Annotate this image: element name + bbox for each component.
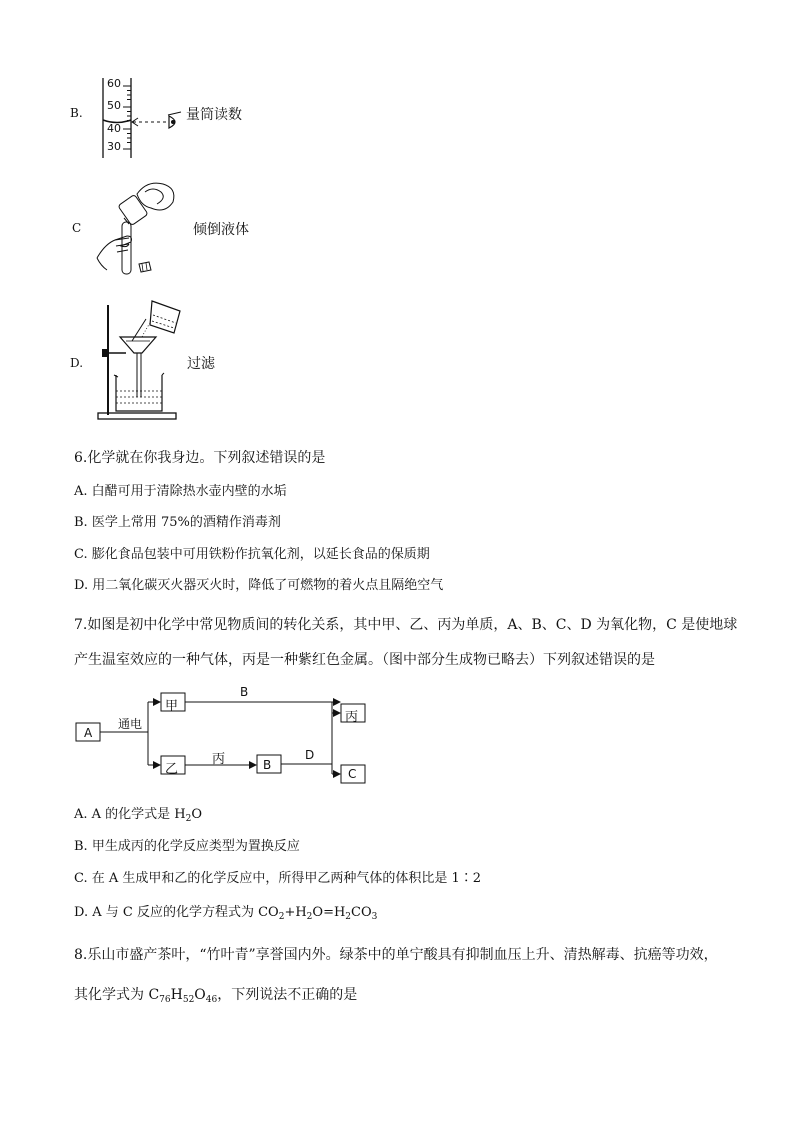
- option-c-caption: 倾倒液体: [193, 222, 249, 238]
- q7-stem-line2: 产生温室效应的一种气体，丙是一种紫红色金属。（图中部分生成物已略去）下列叙述错误的是: [74, 652, 655, 668]
- diagram-box-bing: 丙: [345, 710, 359, 725]
- diagram-label-d: D: [305, 748, 315, 762]
- diagram-box-b: B: [263, 758, 272, 772]
- filtration-illustration: [96, 297, 191, 422]
- diagram-label-tongdian: 通电: [118, 717, 143, 731]
- conversion-diagram: [70, 680, 390, 790]
- q6-option-c: C. 膨化食品包装中可用铁粉作抗氧化剂，以延长食品的保质期: [74, 547, 430, 562]
- tick-label-60: 60: [107, 77, 121, 90]
- q6-option-a: A. 白醋可用于清除热水壶内壁的水垢: [74, 484, 287, 499]
- option-c-letter: C: [72, 221, 82, 235]
- q7-option-d: D. A 与 C 反应的化学方程式为 $CO_2+H_2O=H_2CO_3$: [74, 905, 378, 922]
- q7-stem-line1: 7.如图是初中化学中常见物质间的转化关系，其中甲、乙、丙为单质，A、B、C、D 为氧化物，C 是使地球: [74, 617, 738, 633]
- tick-label-50: 50: [107, 99, 121, 112]
- diagram-box-c: C: [348, 767, 357, 781]
- diagram-label-bing: 丙: [212, 752, 226, 767]
- q7-option-c: C. 在 A 生成甲和乙的化学反应中，所得甲乙两种气体的体积比是 1∶2: [74, 871, 482, 886]
- option-d-letter: D.: [70, 356, 84, 370]
- q8-stem-line2: 其化学式为 $C_{76}H_{52}O_{46}$，下列说法不正确的是: [74, 987, 358, 1005]
- q6-option-b: B. 医学上常用 75%的酒精作消毒剂: [74, 515, 281, 530]
- option-b-caption: 量筒读数: [186, 107, 242, 123]
- pouring-liquid-illustration: [95, 178, 185, 276]
- tick-label-30: 30: [107, 140, 121, 153]
- q6-option-d: D. 用二氧化碳灭火器灭火时，降低了可燃物的着火点且隔绝空气: [74, 578, 444, 593]
- diagram-box-a: A: [84, 726, 93, 740]
- diagram-label-b: B: [240, 685, 249, 699]
- q7-option-a: A. A 的化学式是 $H_2O$: [74, 807, 203, 824]
- option-b-letter: B.: [70, 106, 83, 120]
- diagram-box-yi: 乙: [165, 762, 179, 777]
- diagram-box-jia: 甲: [165, 699, 179, 714]
- q6-stem: 6.化学就在你我身边。下列叙述错误的是: [74, 450, 326, 466]
- option-d-caption: 过滤: [187, 356, 215, 372]
- tick-label-40: 40: [107, 122, 121, 135]
- q7-option-b: B. 甲生成丙的化学反应类型为置换反应: [74, 839, 300, 854]
- q8-stem-line1: 8.乐山市盛产茶叶，“竹叶青”享誉国内外。绿茶中的单宁酸具有抑制血压上升、清热解毒、抗癌等功效，: [74, 947, 718, 963]
